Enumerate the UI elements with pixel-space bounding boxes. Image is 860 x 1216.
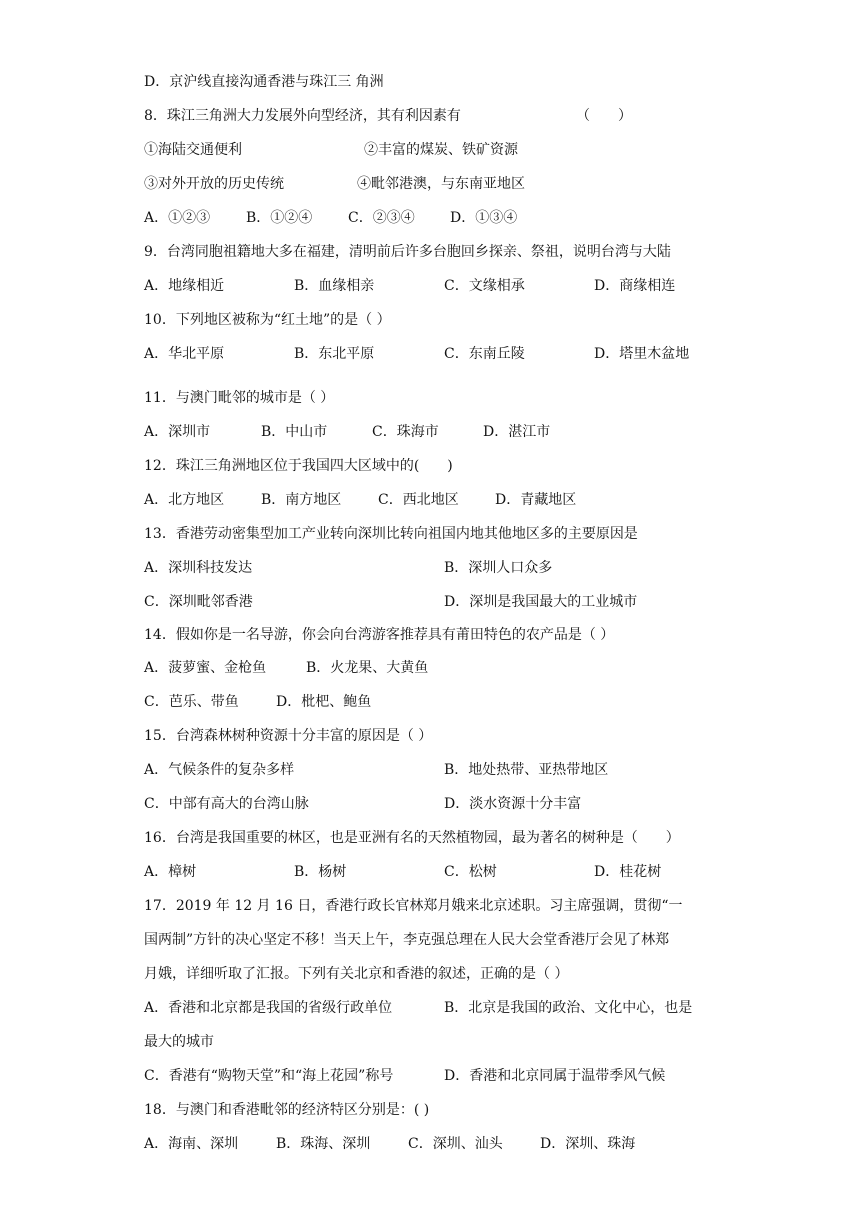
q9-option-a: A．地缘相近 [144, 278, 225, 294]
q17-option-a: A．香港和北京都是我国的省级行政单位 [144, 1000, 393, 1016]
q8-stem: 8．珠江三角洲大力发展外向型经济，其有利因素有 [144, 108, 461, 124]
q17-stem-line-3: 月娥，详细听取了汇报。下列有关北京和香港的叙述，正确的是（ ） [144, 966, 569, 982]
q13-stem: 13．香港劳动密集型加工产业转向深圳比转向祖国内地其他地区多的主要原因是 [144, 526, 638, 542]
q16-stem: 16．台湾是我国重要的林区，也是亚洲有名的天然植物园，最为著名的树种是（ ） [144, 830, 680, 846]
q12-stem: 12．珠江三角洲地区位于我国四大区域中的( ) [144, 458, 453, 474]
q16-option-b: B．杨树 [294, 864, 347, 880]
q9-option-c: C．文缘相承 [444, 278, 525, 294]
q11-option-c: C．珠海市 [372, 424, 439, 440]
q12-option-b: B．南方地区 [261, 492, 342, 508]
q18-option-a: A．海南、深圳 [144, 1136, 239, 1152]
q9-stem: 9．台湾同胞祖籍地大多在福建，清明前后许多台胞回乡探亲、祭祖，说明台湾与大陆 [144, 244, 671, 260]
q16-option-c: C．松树 [444, 864, 497, 880]
q16-option-d: D．桂花树 [594, 864, 662, 880]
q14-option-d: D．枇杷、鲍鱼 [276, 694, 372, 710]
q17-option-c: C．香港有“购物天堂”和“海上花园”称号 [144, 1068, 394, 1084]
q10-stem: 10．下列地区被称为“红土地”的是（ ） [144, 312, 391, 328]
q12-option-d: D．青藏地区 [495, 492, 577, 508]
q13-option-b: B．深圳人口众多 [444, 560, 553, 576]
q13-option-a: A．深圳科技发达 [144, 560, 253, 576]
q14-stem: 14．假如你是一名导游，你会向台湾游客推荐具有莆田特色的农产品是（ ） [144, 627, 615, 643]
q8-option-d: D．①③④ [450, 210, 518, 226]
q18-stem: 18．与澳门和香港毗邻的经济特区分别是：( ) [144, 1102, 430, 1118]
q15-option-b: B．地处热带、亚热带地区 [444, 762, 609, 778]
q7-option-d: D．京沪线直接沟通香港与珠江三 角洲 [144, 74, 384, 90]
q11-option-d: D．湛江市 [483, 424, 551, 440]
q18-option-b: B．珠海、深圳 [276, 1136, 371, 1152]
q17-option-d: D．香港和北京同属于温带季风气候 [444, 1068, 666, 1084]
q15-option-d: D．淡水资源十分丰富 [444, 796, 582, 812]
q9-option-d: D．商缘相连 [594, 278, 676, 294]
q8-item-3: ③对外开放的历史传统 [144, 176, 284, 192]
q9-option-b: B．血缘相亲 [294, 278, 375, 294]
q16-option-a: A．樟树 [144, 864, 197, 880]
q8-answer-paren: （ ） [576, 108, 632, 124]
q14-option-c: C．芭乐、带鱼 [144, 694, 239, 710]
q15-option-c: C．中部有高大的台湾山脉 [144, 796, 309, 812]
q10-option-a: A．华北平原 [144, 346, 225, 362]
q14-option-a: A．菠萝蜜、金枪鱼 [144, 660, 267, 676]
q17-stem-line-1: 17．2019 年 12 月 16 日，香港行政长官林郑月娥来北京述职。习主席强调，贯彻“一 [144, 898, 683, 914]
q10-option-d: D．塔里木盆地 [594, 346, 690, 362]
q13-option-c: C．深圳毗邻香港 [144, 594, 253, 610]
q11-stem: 11．与澳门毗邻的城市是（ ） [144, 390, 335, 406]
q12-option-c: C．西北地区 [378, 492, 459, 508]
q13-option-d: D．深圳是我国最大的工业城市 [444, 594, 638, 610]
q8-option-a: A．①②③ [144, 210, 211, 226]
q8-option-c: C．②③④ [348, 210, 415, 226]
q8-item-4: ④毗邻港澳，与东南亚地区 [357, 176, 525, 192]
q12-option-a: A．北方地区 [144, 492, 225, 508]
q8-item-2: ②丰富的煤炭、铁矿资源 [364, 142, 518, 158]
q17-stem-line-2: 国两制”方针的决心坚定不移！当天上午，李克强总理在人民大会堂香港厅会见了林郑 [144, 932, 670, 948]
q15-option-a: A．气候条件的复杂多样 [144, 762, 295, 778]
q11-option-a: A．深圳市 [144, 424, 211, 440]
q14-option-b: B．火龙果、大黄鱼 [306, 660, 429, 676]
q17-option-b: B．北京是我国的政治、文化中心，也是 [444, 1000, 693, 1016]
q10-option-b: B．东北平原 [294, 346, 375, 362]
q18-option-c: C．深圳、汕头 [408, 1136, 503, 1152]
q17-option-b-continued: 最大的城市 [144, 1034, 214, 1050]
q8-item-1: ①海陆交通便利 [144, 142, 242, 158]
q11-option-b: B．中山市 [261, 424, 328, 440]
q15-stem: 15．台湾森林树种资源十分丰富的原因是（ ） [144, 728, 433, 744]
q18-option-d: D．深圳、珠海 [540, 1136, 636, 1152]
q10-option-c: C．东南丘陵 [444, 346, 525, 362]
q8-option-b: B．①②④ [246, 210, 313, 226]
